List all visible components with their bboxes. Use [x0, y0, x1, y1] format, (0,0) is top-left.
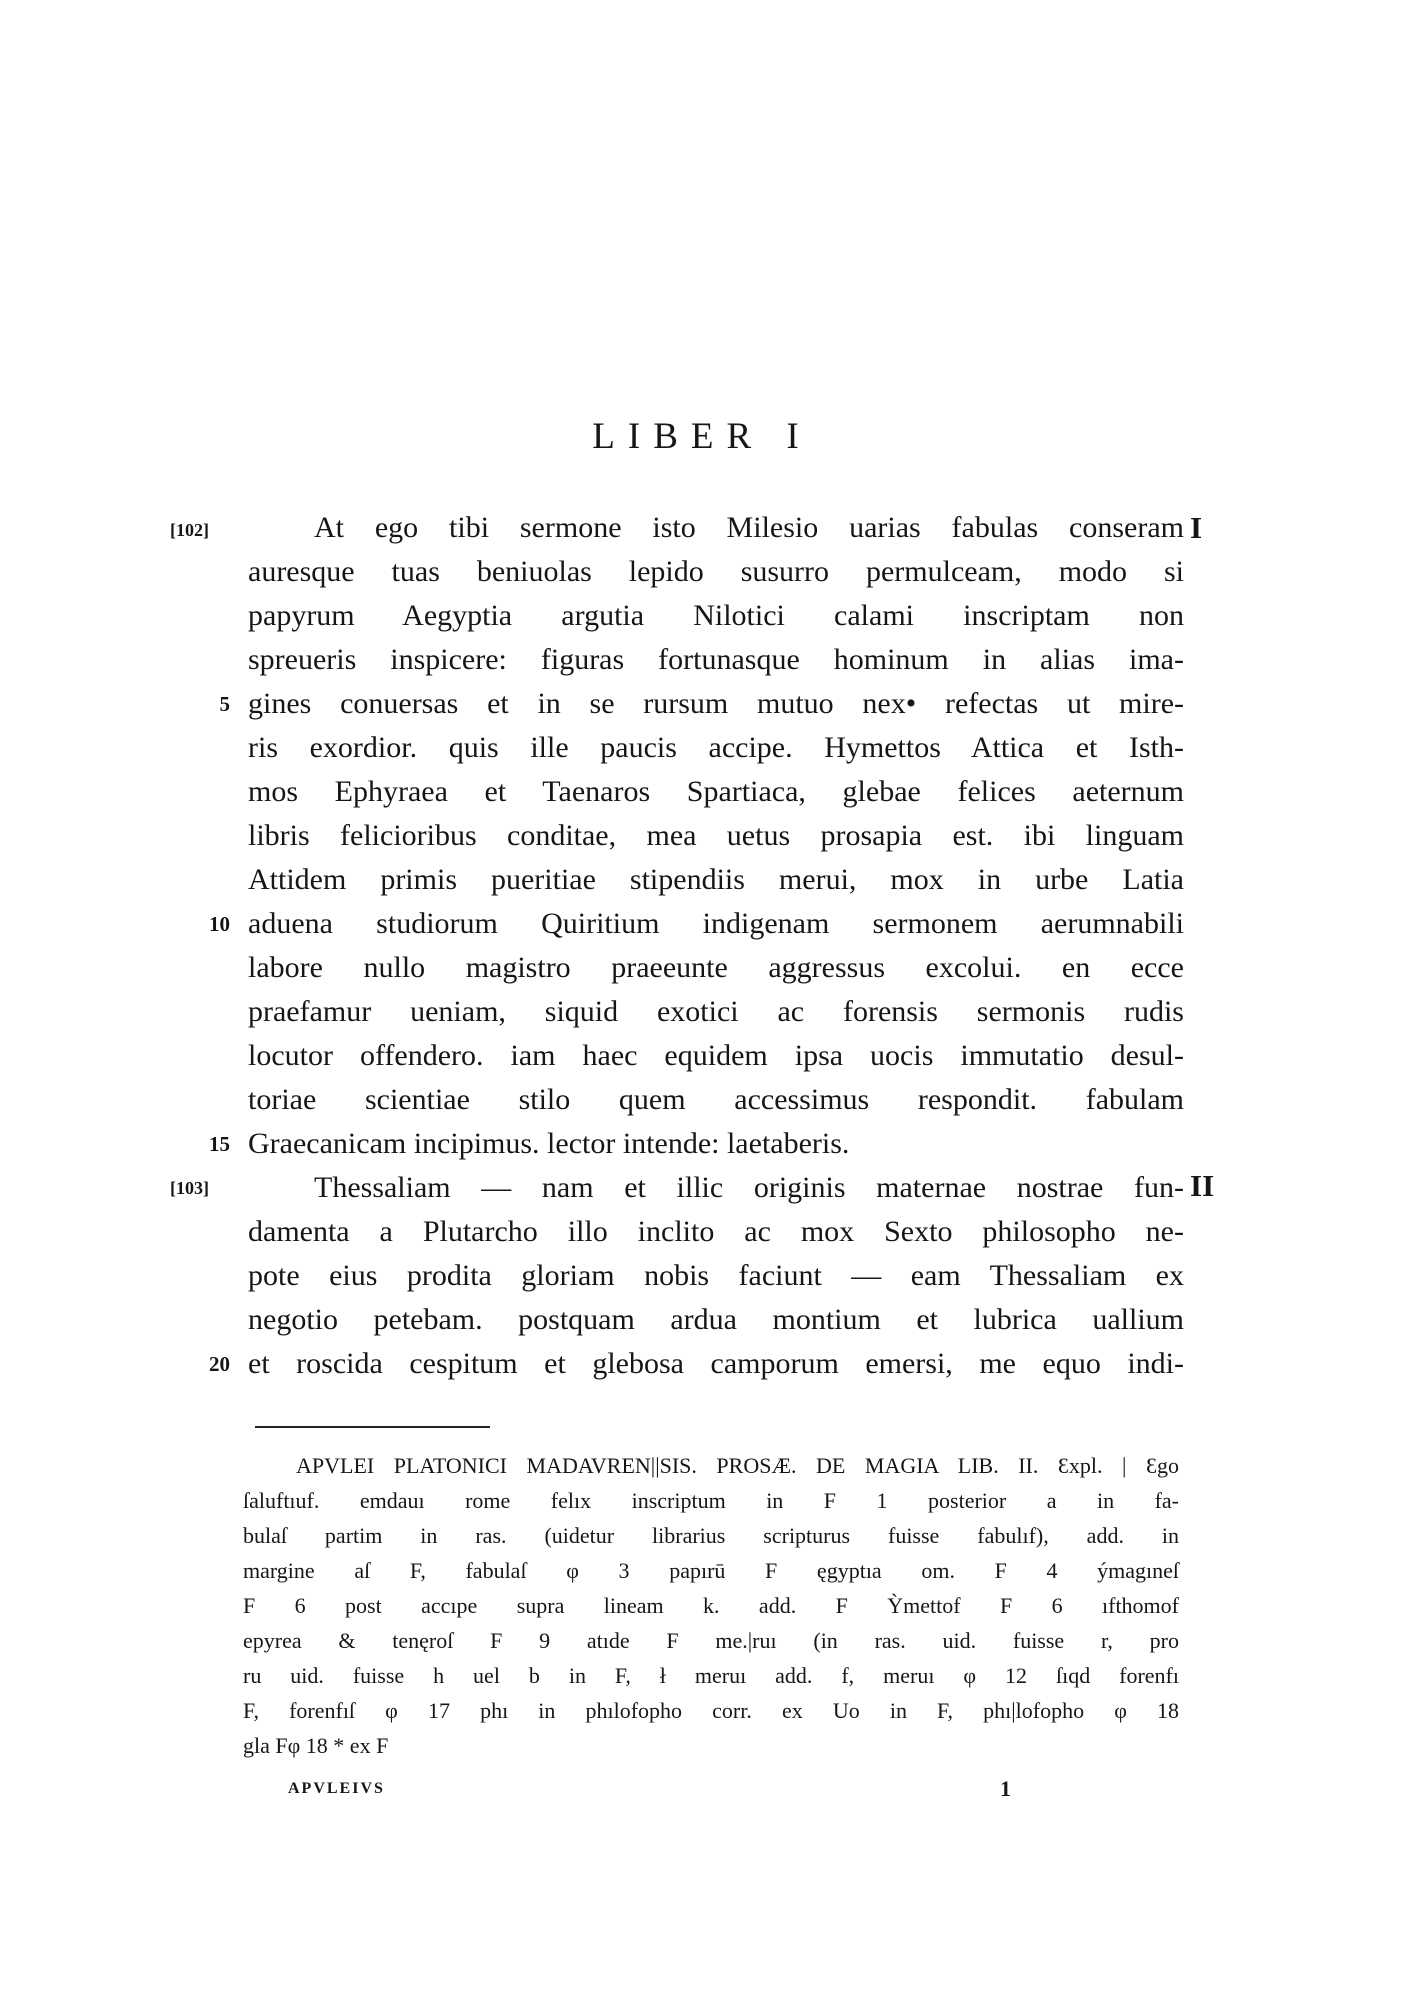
footnote-divider [255, 1426, 490, 1428]
apparatus-line-3: bulaſ partim in ras. (uidetur librarius scripturus fuisse fabulıf), add. in [243, 1523, 1179, 1548]
text-line-5: gines conuersas et in se rursum mutuo nex• refectas ut mire- [248, 687, 1184, 720]
apparatus-line-1: APVLEI PLATONICI MADAVREN||SIS. PROSÆ. DE MAGIA LIB. II. Ɛxpl. | Ɛgo [296, 1453, 1179, 1478]
text-line-12: praefamur ueniam, siquid exotici ac forensis sermonis rudis [248, 995, 1184, 1028]
text-line-7: mos Ephyraea et Taenaros Spartiaca, glebae felices aeternum [248, 775, 1184, 808]
text-line-17: damenta a Plutarcho illo inclito ac mox Sexto philosopho ne- [248, 1215, 1184, 1248]
page-marker-102: [102] [170, 520, 209, 540]
apparatus-line-4: margine aſ F, fabulaſ φ 3 papırū F ęgyptıa om. F 4 ýmagıneſ [243, 1558, 1179, 1583]
text-line-11: labore nullo magistro praeeunte aggressus excolui. en ecce [248, 951, 1184, 984]
signature-mark: APVLEIVS [288, 1780, 385, 1797]
line-number-10: 10 [209, 912, 230, 936]
text-line-3: papyrum Aegyptia argutia Nilotici calami inscriptam non [248, 599, 1184, 632]
text-line-1: At ego tibi sermone isto Milesio uarias fabulas conseram [314, 511, 1184, 544]
text-line-15: Graecanicam incipimus. lector intende: laetaberis. [248, 1127, 850, 1160]
book-title: LIBER I [592, 416, 812, 457]
apparatus-line-7: ru uid. fuisse h uel b in F, ł meruı add. f, meruı φ 12 ſıqd forenfı [243, 1663, 1179, 1688]
apparatus-line-6: epyrea & tenęroſ F 9 atıde F me.|ruı (in ras. uid. fuisse r, pro [243, 1628, 1179, 1653]
text-line-14: toriae scientiae stilo quem accessimus respondit. fabulam [248, 1083, 1184, 1116]
text-line-6: ris exordior. quis ille paucis accipe. Hymettos Attica et Isth- [248, 731, 1184, 764]
text-line-8: libris felicioribus conditae, mea uetus prosapia est. ibi linguam [248, 819, 1184, 852]
apparatus-line-5: F 6 post accıpe supra lineam k. add. F Ỳmettof F 6 ıfthomof [243, 1593, 1179, 1618]
apparatus-line-2: ſaluftıuf. emdauı rome felıx inscriptum in F 1 posterior a in fa- [243, 1488, 1179, 1513]
page-marker-103: [103] [170, 1178, 209, 1198]
text-line-4: spreueris inspicere: figuras fortunasque hominum in alias ima- [248, 643, 1184, 676]
apparatus-line-9: gla Fφ 18 * ex F [243, 1733, 389, 1758]
chapter-marker-1: I [1190, 510, 1203, 545]
folio-number: 1 [1000, 1776, 1011, 1801]
line-number-20: 20 [209, 1352, 230, 1376]
text-line-2: auresque tuas beniuolas lepido susurro permulceam, modo si [248, 555, 1184, 588]
text-line-9: Attidem primis pueritiae stipendiis merui, mox in urbe Latia [248, 863, 1184, 896]
text-line-13: locutor offendero. iam haec equidem ipsa uocis immutatio desul- [248, 1039, 1184, 1072]
line-number-15: 15 [209, 1132, 230, 1156]
line-number-5: 5 [219, 692, 230, 716]
text-line-16: Thessaliam — nam et illic originis maternae nostrae fun- [314, 1171, 1184, 1204]
apparatus-line-8: F, forenfıſ φ 17 phı in phılofopho corr. ex Uo in F, phı|lofopho φ 18 [243, 1698, 1179, 1723]
text-line-10: aduena studiorum Quiritium indigenam sermonem aerumnabili [248, 907, 1184, 940]
text-line-20: et roscida cespitum et glebosa camporum emersi, me equo indi- [248, 1347, 1184, 1380]
chapter-marker-2: II [1190, 1168, 1215, 1203]
text-line-19: negotio petebam. postquam ardua montium et lubrica uallium [248, 1303, 1184, 1336]
text-line-18: pote eius prodita gloriam nobis faciunt — eam Thessaliam ex [248, 1259, 1184, 1292]
